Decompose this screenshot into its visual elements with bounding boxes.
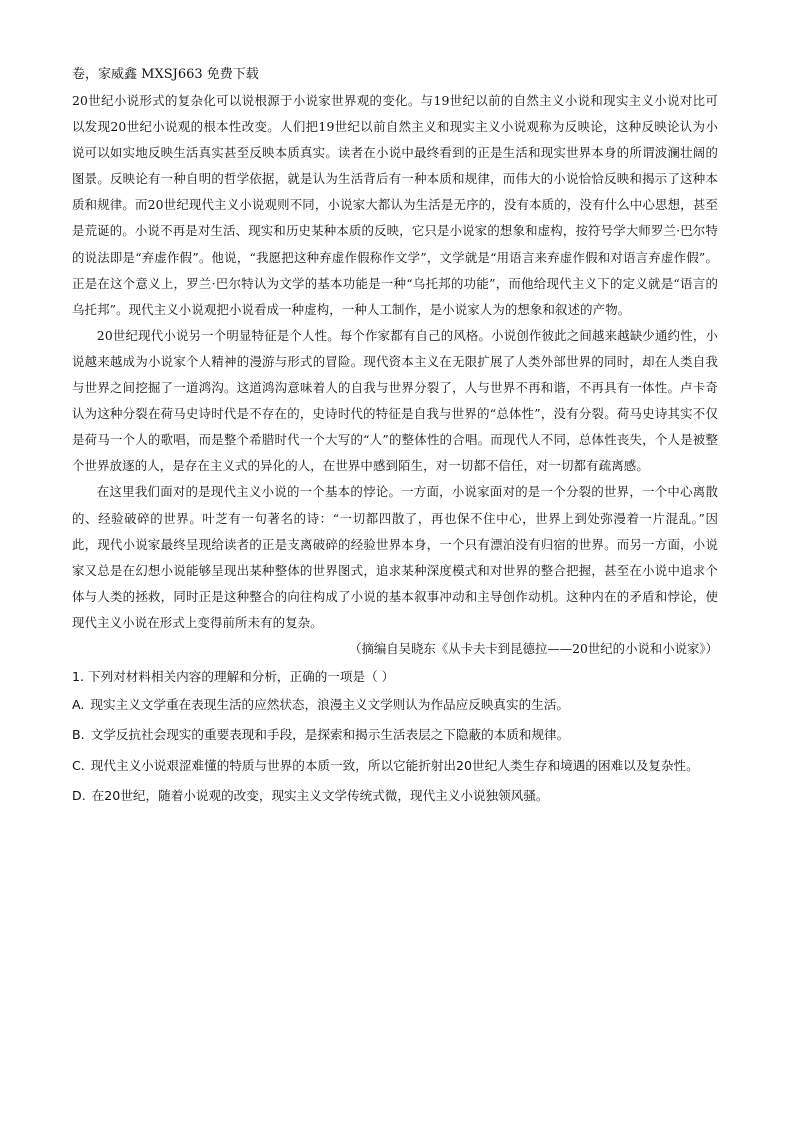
option-c-text: 现代主义小说艰涩难懂的特质与世界的本质一致，所以它能折射出20世纪人类生存和境遇的困难以及复杂性。 <box>90 757 699 773</box>
question-stem: 1. 下列对材料相关内容的理解和分析，正确的一项是（ ） <box>72 668 395 684</box>
passage-paragraph-3: 在这里我们面对的是现代主义小说的一个基本的悖论。一方面，小说家面对的是一个分裂的世界，一个中心离散的、经验破碎的世界。叶芝有一句著名的诗：“一切都四散了，再也保不住中心，世界上到处弥漫着一片混乱。”因此，现代小说家最终呈现给读者的正是支离破碎的经验世界本身，一个只有漂泊没有归宿的世界。而另一方面，小说家又总是在幻想小说能够呈现出某种整体的世界图式，追求某种深度模式和对世界的整合把握，甚至在小说中追求个体与人类的拯救，同时正是这种整合的向往构成了小说的基本叙事冲动和主导创作动机。这种内在的矛盾和悖论，使现代主义小说在形式上变得前所未有的复杂。 <box>72 484 718 630</box>
header-watermark-text: 卷，家威鑫 MXSJ663 免费下载 <box>72 67 259 82</box>
passage-citation: （摘编自吴晓东《从卡夫卡到昆德拉——20世纪的小说和小说家》） <box>349 640 718 656</box>
passage-paragraph-1: 20世纪小说形式的复杂化可以说根源于小说家世界观的变化。与19世纪以前的自然主义小说和现实主义小说对比可以发现20世纪小说观的根本性改变。人们把19世纪以前自然主义和现实主义小说观称为反映论，这种反映论认为小说可以如实地反映生活真实甚至反映本质真实。读者在小说中最终看到的正是生活和现实世界本身的所谓波澜壮阔的图景。反映论有一种自明的哲学依据，就是认为生活背后有一种本质和规律，而伟大的小说恰恰反映和揭示了这种本质和规律。而20世纪现代主义小说观则不同，小说家大都认为生活是无序的，没有本质的，没有什么中心思想，甚至是荒诞的。小说不再是对生活、现实和历史某种本质的反映，它只是小说家的想象和虚构，按符号学大师罗兰·巴尔特的说法即是“弃虚作假”。他说，“我愿把这种弃虚作假称作文学”，文学就是“用语言来弃虚作假和对语言弃虚作假”。正是在这个意义上，罗兰·巴尔特认为文学的基本功能是一种“乌托邦的功能”，而他给现代主义下的定义就是“语言的乌托邦”。现代主义小说观把小说看成一种虚构，一种人工制作，是小说家人为的想象和叙述的产物。 <box>72 93 718 317</box>
option-d-letter: D. <box>72 788 86 804</box>
passage-paragraph-2: 20世纪现代小说另一个明显特征是个人性。每个作家都有自己的风格。小说创作彼此之间越来越缺少通约性，小说越来越成为小说家个人精神的漫游与形式的冒险。现代资本主义在无限扩展了人类外部世界的同时，却在人类自我与世界之间挖掘了一道鸿沟。这道鸿沟意味着人的自我与世界分裂了，人与世界不再和谐，不再具有一体性。卢卡奇认为这种分裂在荷马史诗时代是不存在的，史诗时代的特征是自我与世界的“总体性”，没有分裂。荷马史诗其实不仅是荷马一个人的歌唱，而是整个希腊时代一个大写的“人”的整体性的合唱。而现代人不同，总体性丧失，个人是被整个世界放逐的人，是存在主义式的异化的人，在世界中感到陌生，对一切都不信任，对一切都有疏离感。 <box>72 327 718 474</box>
option-b-letter: B. <box>72 727 85 743</box>
document-page <box>72 62 718 812</box>
option-a-text: 现实主义文学重在表现生活的应然状态，浪漫主义文学则认为作品应反映真实的生活。 <box>90 696 569 712</box>
option-b-text: 文学反抗社会现实的重要表现和手段，是探索和揭示生活表层之下隐蔽的本质和规律。 <box>90 727 570 743</box>
option-c <box>72 751 718 782</box>
option-c-letter: C. <box>72 757 85 773</box>
option-d-text: 在20世纪，随着小说观的改变，现实主义文学传统式微，现代主义小说独领风骚。 <box>91 788 549 804</box>
option-b <box>72 720 718 751</box>
option-d <box>72 781 718 812</box>
option-a-letter: A. <box>72 696 85 712</box>
option-a <box>72 690 718 721</box>
